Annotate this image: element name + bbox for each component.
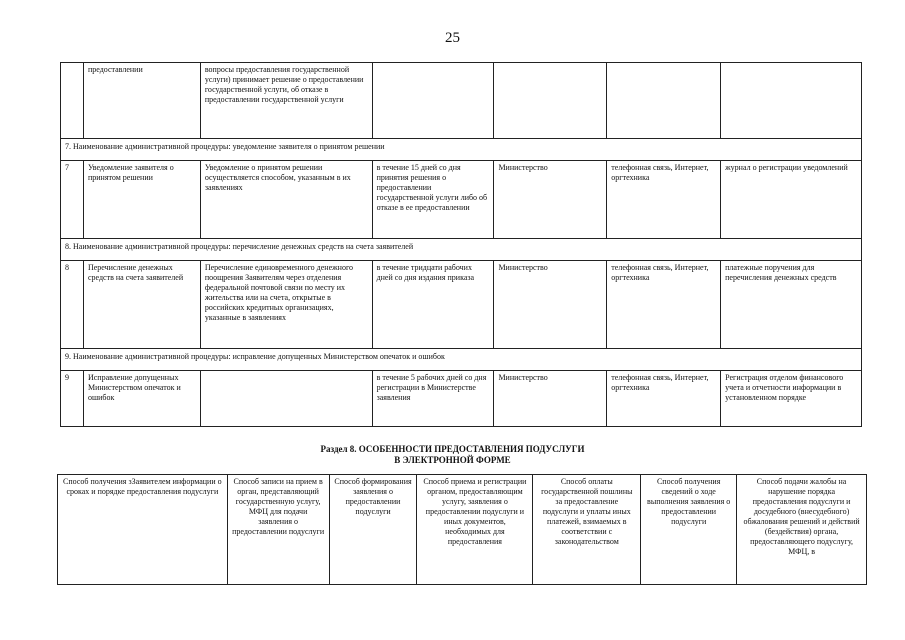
column-header: Способ получения зЗаявителем информации о сроках и порядке предоставления подуслуги	[58, 475, 228, 585]
section-title-line: В ЭЛЕКТРОННОЙ ФОРМЕ	[394, 455, 511, 465]
table-row	[61, 261, 862, 349]
section-title	[0, 444, 905, 466]
table-cell-description: Уведомление о принятом решении осуществляется способом, указанным в их заявлениях	[200, 161, 372, 239]
table-cell-forms: Регистрация отделом финансового учета и отчетности информации в установленном порядке	[721, 371, 862, 427]
table-header-row	[58, 475, 867, 585]
table-cell-term: в течение 5 рабочих дней со дня регистрации в Министерстве заявления	[372, 371, 494, 427]
table-cell-description: вопросы предоставления государственной услуги) принимает решение о предоставлении государственной услуги, об отказе в предоставлении государственной услуги	[200, 63, 372, 139]
column-header: Способ приема и регистрации органом, предоставляющим услугу, заявления о предоставлении подуслуги и иных документов, необходимых для предоставления	[417, 475, 533, 585]
table-cell-description: Перечисление единовременного денежного поощрения Заявителям через отделения федеральной почтовой связи по месту их жительства или на счета, открытые в российских кредитных организациях, указанные в заявлениях	[200, 261, 372, 349]
procedures-table	[60, 62, 862, 427]
table-cell-term: в течение тридцати рабочих дней со дня издания приказа	[372, 261, 494, 349]
table-cell-executor: Министерство	[494, 371, 607, 427]
table-cell-forms	[721, 63, 862, 139]
table-cell-description	[200, 371, 372, 427]
column-header: Способ оплаты государственной пошлины за предоставление подуслуги и уплаты иных платежей, взимаемых в соответствии с законодательством	[533, 475, 641, 585]
page-number: 25	[445, 30, 460, 46]
procedure-header-row	[61, 139, 862, 161]
table-cell-resources	[607, 63, 721, 139]
table-row	[61, 63, 862, 139]
procedure-header: 9. Наименование административной процедуры: исправление допущенных Министерством опечаток и ошибок	[61, 349, 862, 371]
column-header: Способ записи на прием в орган, представляющий государственную услугу, МФЦ для подачи заявления о предоставлении подуслуги	[227, 475, 329, 585]
column-header: Способ формирования заявления о предоставлении подуслуги	[329, 475, 417, 585]
table-cell-name: предоставлении	[83, 63, 200, 139]
table-cell-forms: платежные поручения для перечисления денежных средств	[721, 261, 862, 349]
table-row	[61, 161, 862, 239]
table-cell-resources: телефонная связь, Интернет, оргтехника	[607, 261, 721, 349]
table-cell-executor	[494, 63, 607, 139]
section-title-line: Раздел 8. ОСОБЕННОСТИ ПРЕДОСТАВЛЕНИЯ ПОДУСЛУГИ	[320, 444, 585, 454]
procedure-header: 7. Наименование административной процедуры: уведомление заявителя о принятом решении	[61, 139, 862, 161]
table-row	[61, 371, 862, 427]
table-cell-name: Исправление допущенных Министерством опечаток и ошибок	[83, 371, 200, 427]
table-cell-name: Перечисление денежных средств на счета заявителей	[83, 261, 200, 349]
electronic-form-table	[57, 474, 867, 585]
table-cell-term: в течение 15 дней со дня принятия решения о предоставлении государственной услуги либо об отказе в ее предоставлении	[372, 161, 494, 239]
table-cell-resources: телефонная связь, Интернет, оргтехника	[607, 371, 721, 427]
table-cell-resources: телефонная связь, Интернет, оргтехника	[607, 161, 721, 239]
procedure-header: 8. Наименование административной процедуры: перечисление денежных средств на счета заявителей	[61, 239, 862, 261]
table-cell-num: 8	[61, 261, 84, 349]
procedure-header-row	[61, 239, 862, 261]
table-cell-num	[61, 63, 84, 139]
table-cell-term	[372, 63, 494, 139]
table-cell-forms: журнал о регистрации уведомлений	[721, 161, 862, 239]
column-header: Способ подачи жалобы на нарушение порядка предоставления подуслуги и досудебного (внесудебного) обжалования решений и действий (бездействия) органа, предоставляющего подуслугу, МФЦ, в	[737, 475, 867, 585]
procedure-header-row	[61, 349, 862, 371]
table-cell-num: 7	[61, 161, 84, 239]
column-header: Способ получения сведений о ходе выполнения заявления о предоставлении подуслуги	[641, 475, 737, 585]
table-cell-num: 9	[61, 371, 84, 427]
table-cell-executor: Министерство	[494, 261, 607, 349]
table-cell-executor: Министерство	[494, 161, 607, 239]
table-cell-name: Уведомление заявителя о принятом решении	[83, 161, 200, 239]
